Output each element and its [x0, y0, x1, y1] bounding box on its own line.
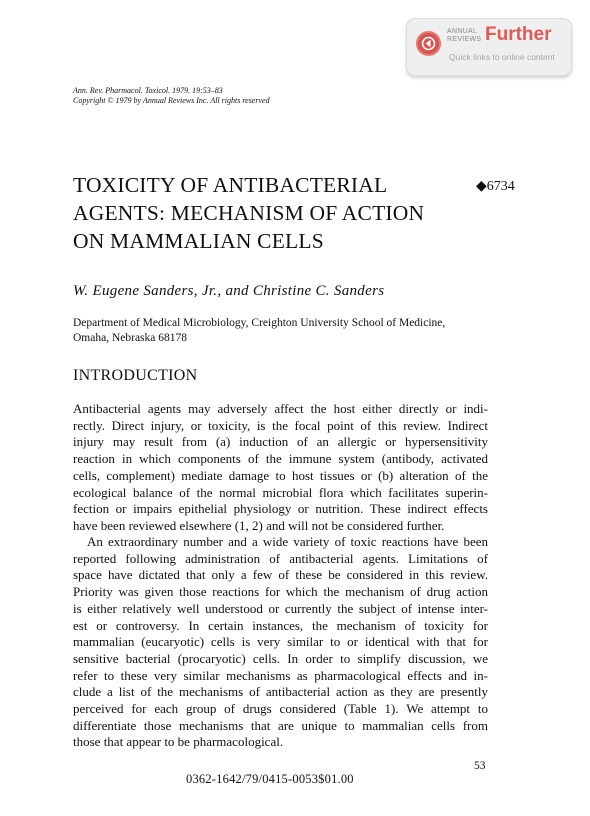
text-line: mammalian (eucaryotic) cells is very similar to or identical with that for [73, 634, 488, 650]
text-line: perceived for each group of drugs considered (Table 1). We attempt to [73, 701, 488, 717]
affiliation [73, 316, 503, 346]
quick-links-link[interactable]: Quick links to online content [449, 52, 555, 62]
text-line: have been reviewed elsewhere (1, 2) and will not be considered further. [73, 517, 445, 533]
text-line: ecological balance of the normal microbial flora which facilitates superin- [73, 484, 488, 500]
journal-citation: Ann. Rev. Pharmacol. Toxicol. 1979. 19:53–83 [73, 86, 223, 95]
text-line: Antibacterial agents may adversely affect the host either directly or indi- [73, 401, 488, 416]
text-line: reported following administration of antibacterial agents. Limitations of [73, 550, 488, 566]
annual-reviews-logo-icon [416, 31, 441, 56]
text-line: rectly. Direct injury, or toxicity, is the focal point of this review. Indirect [73, 417, 488, 433]
title-line: AGENTS: MECHANISM OF ACTION [73, 201, 425, 225]
annual-reviews-wordmark: ANNUAL REVIEWS [447, 28, 482, 43]
text-line: refer to these very similar mechanisms as pharmacological effects and in- [73, 667, 488, 683]
text-line: reaction in which components of the immune system (antibody, activated [73, 451, 488, 467]
text-line: Priority was given those reactions for which the mechanism of drug action [73, 584, 488, 600]
text-line: est or controversy. In certain instances, the mechanism of toxicity for [73, 617, 488, 633]
copyright-line: Copyright © 1979 by Annual Reviews Inc. All rights reserved [73, 96, 270, 105]
text-line: An extraordinary number and a wide variety of toxic reactions have been [87, 534, 488, 549]
text-line: injury may result from (a) induction of an allergic or hypersensitivity [73, 434, 488, 450]
title-line: TOXICITY OF ANTIBACTERIAL [73, 173, 388, 197]
annual-reviews-further-badge[interactable] [406, 18, 572, 76]
further-label: Further [485, 24, 552, 45]
page-number: 53 [474, 760, 486, 772]
text-line: clude a list of the mechanisms of antibacterial action as they are presently [73, 684, 488, 700]
text-line: sensitive bacterial (procaryotic) cells. In order to simplify discussion, we [73, 650, 488, 666]
text-line: fection or impairs epithelial physiology or nutrition. These indirect effects [73, 501, 488, 517]
authors: W. Eugene Sanders, Jr., and Christine C. Sanders [73, 283, 385, 299]
affiliation-line: Department of Medical Microbiology, Creighton University School of Medicine, [73, 317, 446, 329]
affiliation-line: Omaha, Nebraska 68178 [73, 332, 188, 344]
text-line: those that appear to be pharmacological. [73, 734, 284, 750]
text-line: cells, complement) mediate damage to host tissues or (b) alteration of the [73, 467, 488, 483]
section-heading: INTRODUCTION [73, 367, 198, 384]
article-title [73, 171, 473, 255]
text-line: is either relatively well understood or currently the subject of intense inter- [73, 600, 488, 616]
introduction-paragraph-2 [73, 534, 488, 751]
introduction-paragraph-1 [73, 401, 488, 535]
text-line: differentiate those mechanisms that are unique to mammalian cells from [73, 717, 488, 733]
text-line: space have dictated that only a few of these be considered in this review. [73, 567, 488, 583]
article-code: 0362-1642/79/0415-0053$01.00 [186, 772, 354, 786]
document-number: ◆6734 [476, 179, 515, 194]
title-line: ON MAMMALIAN CELLS [73, 229, 324, 253]
